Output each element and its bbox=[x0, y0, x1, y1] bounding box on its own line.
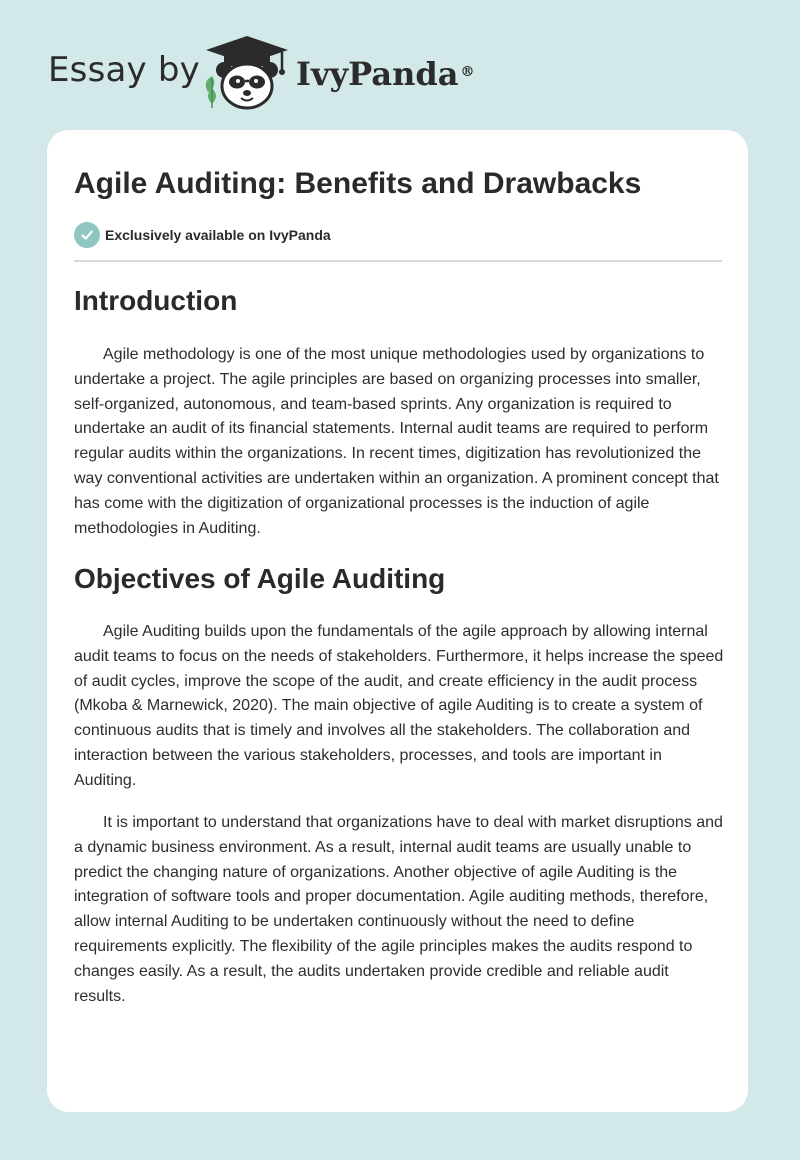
site-header bbox=[0, 0, 800, 130]
section-heading-introduction: Introduction bbox=[74, 285, 238, 316]
paragraph: Agile Auditing builds upon the fundamentals of the agile approach by allowing internal audit teams to focus on the needs of stakeholders. Furthermore, it helps increase the speed of audit cycles, improve the scope of the audit, and create efficiency in the audit process (Mkoba & Marnewick, 2020). The main objective of agile Auditing is to create a system of continuous audits that is timely and involves all the stakeholders. The collaboration and interaction between the various stakeholders, processes, and tools are important in Auditing. bbox=[74, 623, 724, 789]
paragraph: Agile methodology is one of the most unique methodologies used by organizations to undertake a project. The agile principles are based on organizing processes into smaller, self-organized, autonomous, and team-based sprints. Any organization is required to undertake an audit of its financial statements. Internal audit teams are required to perform regular audits within the organizations. In recent times, digitization has revolutionized the way conventional activities are undertaken within an organization. A prominent concept that has come with the digitization of organizational processes is the induction of agile methodologies in Auditing. bbox=[74, 346, 719, 537]
paragraph: It is important to understand that organizations have to deal with market disruptions and a dynamic business environment. As a result, internal audit teams are usually unable to predict the changing nature of organizations. Another objective of agile Auditing is the integration of software tools and proper documentation. Agile auditing methods, therefore, allow internal Auditing to be undertaken continuously without the need to define requirements explicitly. The flexibility of the agile principles makes the audits respond to changes easily. As a result, the audits undertaken provide credible and reliable audit results. bbox=[74, 814, 723, 1005]
essay-by-label: Essay by bbox=[48, 50, 200, 90]
registered-mark: ® bbox=[460, 64, 475, 80]
section-heading-objectives: Objectives of Agile Auditing bbox=[74, 563, 446, 594]
essay-title: Agile Auditing: Benefits and Drawbacks bbox=[74, 167, 642, 200]
brand-name: IvyPanda bbox=[296, 55, 459, 93]
essay-card bbox=[47, 130, 748, 1112]
title-divider bbox=[74, 260, 722, 262]
check-circle-icon bbox=[74, 222, 100, 248]
panda-graduate-icon[interactable] bbox=[200, 34, 294, 110]
exclusive-badge bbox=[74, 222, 331, 248]
exclusive-badge-text: Exclusively available on IvyPanda bbox=[105, 227, 331, 243]
brand-wordmark[interactable] bbox=[296, 55, 474, 93]
